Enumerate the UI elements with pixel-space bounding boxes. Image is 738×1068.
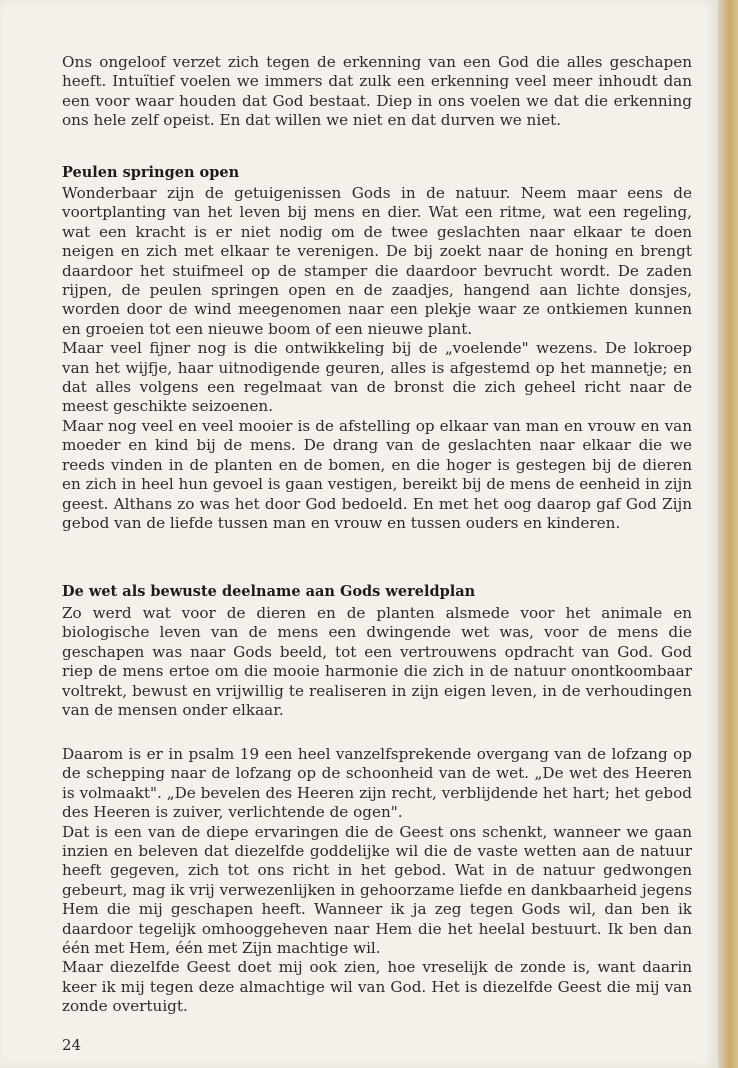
section-body-wet-continued (62, 745, 692, 1017)
intro-text: Ons ongeloof verzet zich tegen de erkenning van een God die alles geschapen heeft. Intuïtief voelen we immers dat zulk een erkenning veel meer inhoudt dan een voor waar houden dat God bestaat. Diep in ons voelen we dat die erkenning ons hele zelf opeist. En dat willen we niet en dat durven we niet. (62, 53, 692, 130)
section2-paragraph-3: Dat is een van de diepe ervaringen die de Geest ons schenkt, wanneer we gaan inzien en beleven dat diezelfde goddelijke wil die de vaste wetten aan de natuur heeft gegeven, zich tot ons richt in het gebod. Wat in de natuur gedwongen gebeurt, mag ik vrij verwezenlijken in gehoorzame liefde en dankbaarheid jegens Hem die mij geschapen heeft. Wanneer ik ja zeg tegen Gods wil, dan ben ik daardoor tegelijk omhooggeheven naar Hem die het heelal bestuurt. Ik ben dan één met Hem, één met Zijn machtige wil. (62, 822, 692, 958)
page-edge (718, 0, 738, 1068)
section1-paragraph-1: Wonderbaar zijn de getuigenissen Gods in de natuur. Neem maar eens de voortplanting van het leven bij mens en dier. Wat een ritme, wat een regeling, wat een kracht is er niet nodig om de twee geslachten naar elkaar te doen neigen en zich met elkaar te verenigen. De bij zoekt naar de honing en brengt daardoor het stuifmeel op de stamper die daardoor bevrucht wordt. De zaden rijpen, de peulen springen open en de zaadjes, hangend aan lichte donsjes, worden door de wind meegenomen naar een plekje waar ze ontkiemen kunnen en groeien tot een nieuwe boom of een nieuwe plant. (62, 184, 692, 338)
intro-paragraph (62, 53, 692, 131)
section-heading-wet: De wet als bewuste deelname aan Gods wereldplan (62, 583, 476, 600)
section-body-wet (62, 604, 692, 720)
section2-paragraph-4: Maar diezelfde Geest doet mij ook zien, hoe vreselijk de zonde is, want daarin keer ik mij tegen deze almachtige wil van God. Het is diezelfde Geest die mij van zonde overtuigt. (62, 958, 692, 1016)
section1-paragraph-2: Maar veel fijner nog is die ontwikkeling bij de „voelende" wezens. De lokroep van het wijfje, haar uitnodigende geuren, alles is afgestemd op het mannetje; en dat alles volgens een regelmaat van de bronst die zich geheel richt naar de meest geschikte seizoenen. (62, 339, 692, 416)
section1-paragraph-3: Maar nog veel en veel mooier is de afstelling op elkaar van man en vrouw en van moeder en kind bij de mens. De drang van de geslachten naar elkaar die we reeds vinden in de planten en de bomen, en die hoger is gestegen bij de dieren en zich in heel hun gevoel is gaan vestigen, bereikt bij de mens de eenheid in zijn geest. Althans zo was het door God bedoeld. En met het oog daarop gaf God Zijn gebod van de liefde tussen man en vrouw en tussen ouders en kinderen. (62, 416, 692, 532)
section-body-peulen (62, 184, 692, 533)
section2-paragraph-1: Zo werd wat voor de dieren en de planten alsmede voor het animale en biologische leven van de mens een dwingende wet was, voor de mens die geschapen was naar Gods beeld, tot een vertrouwens opdracht van God. God riep de mens ertoe om die mooie harmonie die zich in de natuur onontkoombaar voltrekt, bewust en vrijwillig te realiseren in zijn eigen leven, in de verhoudingen van de mensen onder elkaar. (62, 604, 692, 720)
page-number: 24 (62, 1036, 82, 1054)
section2-paragraph-2: Daarom is er in psalm 19 een heel vanzelfsprekende overgang van de lofzang op de schepping naar de lofzang op de schoonheid van de wet. „De wet des Heeren is volmaakt". „De bevelen des Heeren zijn recht, verblijdende het hart; het gebod des Heeren is zuiver, verlichtende de ogen". (62, 745, 692, 822)
section-heading-peulen: Peulen springen open (62, 164, 240, 181)
